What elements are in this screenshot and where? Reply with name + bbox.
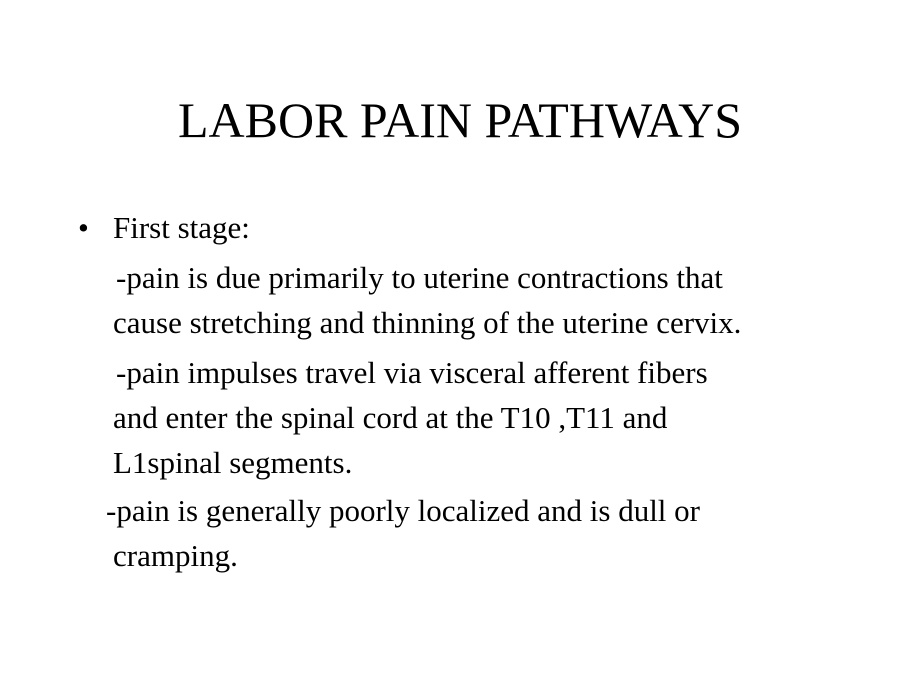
bullet-dot-icon: • — [78, 210, 89, 245]
paragraph-line: -pain impulses travel via visceral afferent fibers — [116, 355, 708, 390]
bullet-label: First stage: — [113, 210, 250, 245]
paragraph-line: -pain is due primarily to uterine contractions that — [116, 260, 723, 295]
paragraph-line: and enter the spinal cord at the T10 ,T11 and — [113, 400, 668, 435]
slide-title: LABOR PAIN PATHWAYS — [177, 92, 743, 148]
paragraph-line: L1spinal segments. — [113, 445, 353, 480]
paragraph-uterine-contractions — [113, 255, 741, 345]
bullet-first-stage — [78, 208, 250, 248]
paragraph-line: -pain is generally poorly localized and is dull or — [106, 493, 700, 528]
paragraph-pain-impulses — [113, 350, 708, 485]
paragraph-line: cramping. — [113, 538, 238, 573]
paragraph-line: cause stretching and thinning of the uterine cervix. — [113, 305, 742, 340]
paragraph-poorly-localized — [106, 488, 700, 578]
